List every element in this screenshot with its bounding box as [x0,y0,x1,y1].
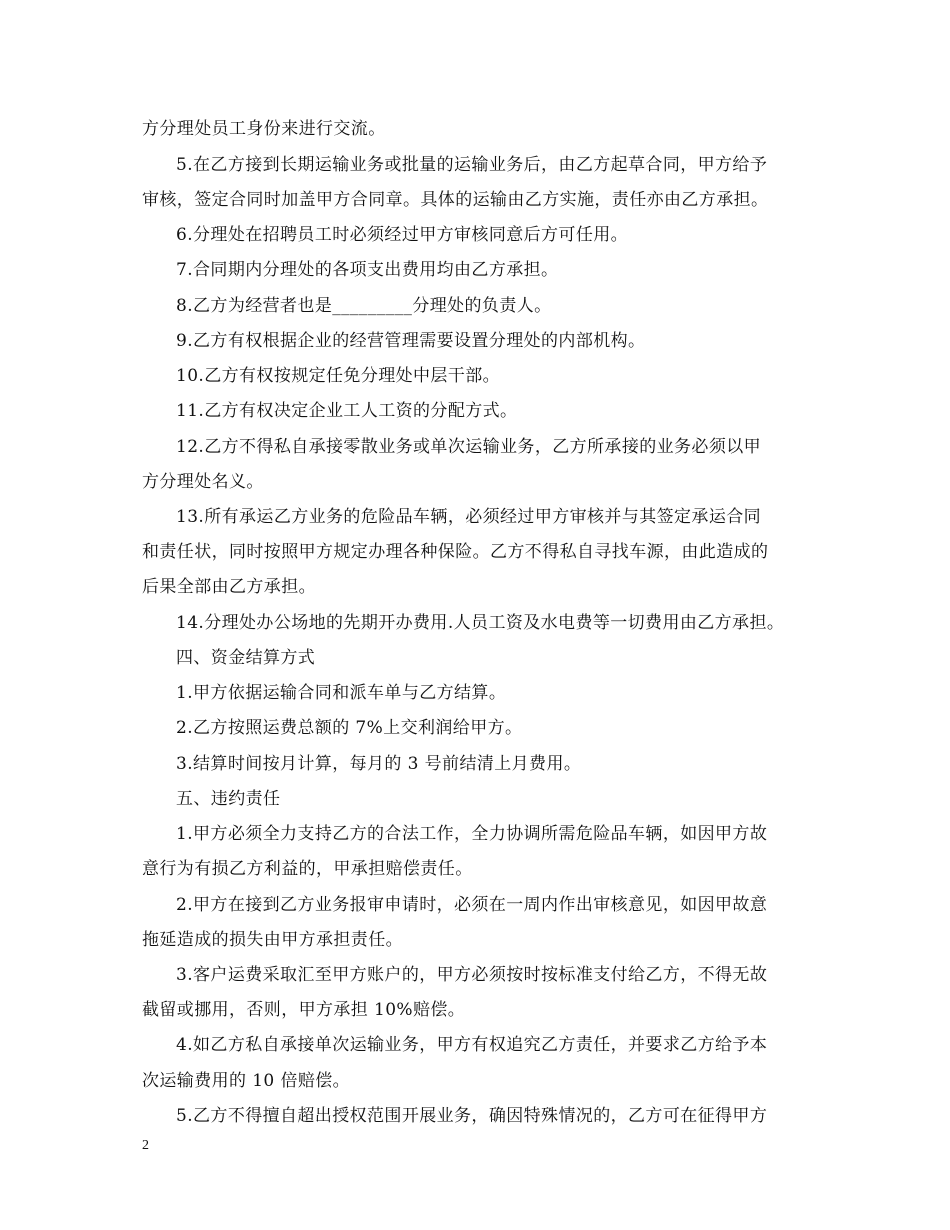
text-line: 方分理处员工身份来进行交流。 [142,119,386,139]
text-line: 3.客户运费采取汇至甲方账户的，甲方必须按时按标准支付给乙方，不得无故 [176,965,768,985]
text-line: 3.结算时间按月计算，每月的 3 号前结清上月费用。 [176,754,582,774]
text-line: 截留或挪用，否则，甲方承担 10%赔偿。 [142,1000,466,1020]
text-line: 审核，签定合同时加盖甲方合同章。具体的运输由乙方实施，责任亦由乙方承担。 [142,190,769,210]
text-line: 7.合同期内分理处的各项支出费用均由乙方承担。 [176,260,559,280]
text-line: 12.乙方不得私自承接零散业务或单次运输业务，乙方所承接的业务必须以甲 [176,437,762,457]
text-line: 10.乙方有权按规定任免分理处中层干部。 [176,366,501,386]
page-number: 2 [142,1138,149,1153]
text-line: 拖延造成的损失由甲方承担责任。 [142,930,403,950]
section-heading: 四、资金结算方式 [176,648,316,668]
text-line: 8.乙方为经营者也是_________分理处的负责人。 [176,296,552,316]
text-line: 后果全部由乙方承担。 [142,577,316,597]
text-line: 次运输费用的 10 倍赔偿。 [142,1071,351,1091]
text-line: 意行为有损乙方利益的，甲承担赔偿责任。 [142,859,473,879]
text-line: 9.乙方有权根据企业的经营管理需要设置分理处的内部机构。 [176,331,646,351]
section-heading: 五、违约责任 [176,789,281,809]
text-line: 2.甲方在接到乙方业务报审申请时，必须在一周内作出审核意见，如因甲故意 [176,895,768,915]
text-line: 方分理处名义。 [142,472,264,492]
text-line: 和责任状，同时按照甲方规定办理各种保险。乙方不得私自寻找车源，由此造成的 [142,542,769,562]
text-line: 13.所有承运乙方业务的危险品车辆，必须经过甲方审核并与其签定承运合同 [176,507,762,527]
text-line: 2.乙方按照运费总额的 7%上交利润给甲方。 [176,718,523,738]
text-line: 4.如乙方私自承接单次运输业务，甲方有权追究乙方责任，并要求乙方给予本 [176,1035,768,1055]
text-line: 11.乙方有权决定企业工人工资的分配方式。 [176,401,518,421]
text-line: 5.在乙方接到长期运输业务或批量的运输业务后，由乙方起草合同，甲方给予 [176,155,768,175]
text-line: 14.分理处办公场地的先期开办费用.人员工资及水电费等一切费用由乙方承担。 [176,613,785,633]
text-line: 1.甲方依据运输合同和派车单与乙方结算。 [176,683,507,703]
text-line: 5.乙方不得擅自超出授权范围开展业务，确因特殊情况的，乙方可在征得甲方 [176,1106,768,1126]
text-line: 1.甲方必须全力支持乙方的合法工作，全力协调所需危险品车辆，如因甲方故 [176,824,768,844]
text-line: 6.分理处在招聘员工时必须经过甲方审核同意后方可任用。 [176,225,629,245]
